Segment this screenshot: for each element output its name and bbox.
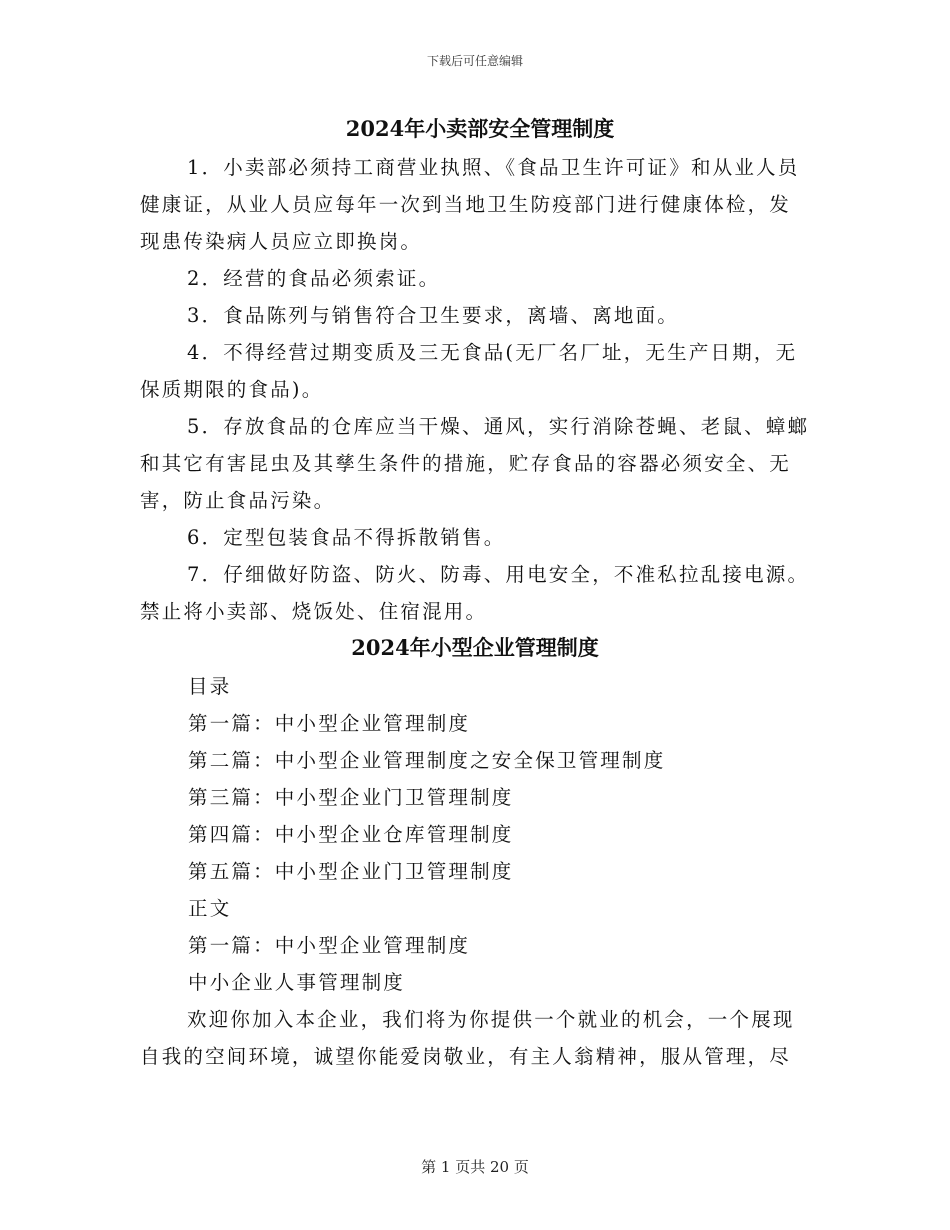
doc1-title: 2024年小卖部安全管理制度 bbox=[345, 116, 615, 141]
doc1-item-4: 4．不得经营过期变质及三无食品(无厂名厂址，无生产日期，无保质期限的食品)。 bbox=[140, 341, 798, 401]
chapter-title: 第一篇：中小型企业管理制度 bbox=[188, 934, 471, 957]
page-header: 下载后可任意编辑 bbox=[426, 54, 523, 68]
toc-entry-1: 第一篇：中小型企业管理制度 bbox=[188, 712, 471, 735]
doc1-item-3: 3．食品陈列与销售符合卫生要求，离墙、离地面。 bbox=[187, 304, 680, 327]
doc1-item-6: 6．定型包装食品不得拆散销售。 bbox=[187, 526, 506, 549]
toc-entry-2: 第二篇：中小型企业管理制度之安全保卫管理制度 bbox=[188, 749, 666, 772]
doc1-item-5: 5．存放食品的仓库应当干燥、通风，实行消除苍蝇、老鼠、蟑螂和其它有害昆虫及其孳生条件的措施，贮存食品的容器必须安全、无害，防止食品污染。 bbox=[140, 415, 810, 512]
doc1-item-7: 7．仔细做好防盗、防火、防毒、用电安全，不准私拉乱接电源。禁止将小卖部、烧饭处、住宿混用。 bbox=[140, 563, 810, 623]
document-body bbox=[140, 112, 810, 1075]
section-title: 中小企业人事管理制度 bbox=[188, 971, 406, 994]
toc-entry-5: 第五篇：中小型企业门卫管理制度 bbox=[188, 860, 514, 883]
doc2-title: 2024年小型企业管理制度 bbox=[351, 635, 599, 660]
doc1-item-1: 1．小卖部必须持工商营业执照、《食品卫生许可证》和从业人员健康证，从业人员应每年一次到当地卫生防疫部门进行健康体检，发现患传染病人员应立即换岗。 bbox=[140, 156, 800, 253]
toc-label: 目录 bbox=[188, 675, 232, 698]
body-paragraph: 欢迎你加入本企业，我们将为你提供一个就业的机会，一个展现自我的空间环境，诚望你能爱岗敬业，有主人翁精神，服从管理，尽 bbox=[140, 1008, 795, 1068]
body-label: 正文 bbox=[188, 897, 232, 920]
toc-entry-4: 第四篇：中小型企业仓库管理制度 bbox=[188, 823, 514, 846]
toc-entry-3: 第三篇：中小型企业门卫管理制度 bbox=[188, 786, 514, 809]
page-footer: 第 1 页共 20 页 bbox=[421, 1158, 529, 1176]
doc1-item-2: 2．经营的食品必须索证。 bbox=[187, 267, 441, 290]
